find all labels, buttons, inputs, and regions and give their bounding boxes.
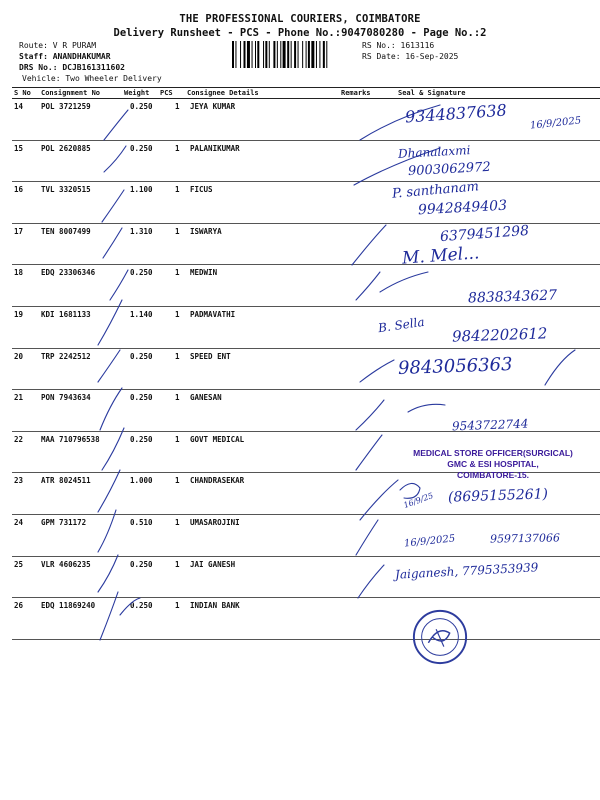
col-remarks-header: Remarks [341, 89, 371, 97]
hw-phone-19: 9842202612 [451, 324, 548, 346]
hw-name-16: P. santhanam [391, 179, 480, 202]
barcode [232, 41, 356, 68]
row-divider [12, 639, 600, 640]
hw-phone-22: 9543722744 [451, 416, 529, 434]
row-consignee: PADMAVATHI [190, 310, 236, 319]
pen-tick-22 [102, 428, 124, 470]
row-sno: 26 [14, 601, 24, 611]
row-consignment-no: GPM 731172 [41, 518, 87, 527]
hw-name-19: B. Sella [377, 314, 426, 336]
row-weight: 0.250 [130, 559, 153, 569]
row-divider [12, 140, 600, 141]
pen-tick-14 [104, 110, 128, 140]
hw-date-14: 16/9/2025 [529, 115, 582, 132]
sig-stroke-21 [356, 400, 384, 430]
row-divider [12, 348, 600, 349]
row-consignment-no: EDQ 23306346 [41, 268, 96, 278]
row-pcs: 1 [175, 351, 180, 361]
row-sno: 18 [14, 268, 24, 278]
row-weight: 1.100 [130, 185, 153, 195]
pen-tick-21 [100, 388, 122, 430]
row-weight: 0.250 [130, 268, 153, 278]
stamp-line-1: MEDICAL STORE OFFICER(SURGICAL) [413, 448, 573, 458]
row-consignment-no: ATR 8024511 [41, 476, 91, 486]
row-sno: 16 [14, 185, 24, 195]
pen-tick-20 [98, 350, 120, 382]
sig-stroke-24 [356, 520, 378, 555]
sig-stroke-20 [360, 360, 394, 382]
row-sno: 20 [14, 351, 24, 361]
row-consignee: ISWARYA [190, 226, 222, 236]
pen-tick-15 [104, 146, 126, 172]
stamp-line-3: COIMBATORE-15. [457, 470, 529, 480]
row-weight: 1.140 [130, 310, 153, 319]
row-consignment-no: EDQ 11869240 [41, 601, 96, 611]
row-consignment-no: TRP 2242512 [41, 351, 91, 361]
hw-phone-14: 9344837638 [404, 100, 508, 127]
row-weight: 1.000 [130, 476, 153, 486]
hw-phone-15: 9003062972 [407, 159, 492, 180]
pen-tick-23 [98, 470, 120, 512]
col-sno-header: S No [14, 89, 31, 97]
row-consignee: FICUS [190, 185, 213, 195]
row-pcs: 1 [175, 185, 180, 195]
pen-tick-18 [110, 270, 128, 300]
row-pcs: 1 [175, 268, 180, 278]
row-weight: 0.250 [130, 102, 153, 111]
table-top-border [12, 87, 600, 88]
row-weight: 0.250 [130, 351, 153, 361]
pen-tick-17 [103, 228, 122, 258]
runsheet-subtitle: Delivery Runsheet - PCS - Phone No.:9047080280 - Page No.:2 [113, 27, 487, 39]
row-sno: 21 [14, 393, 24, 403]
hw-text-25: Jaiganesh, 7795353939 [394, 560, 539, 582]
row-weight: 1.310 [130, 226, 153, 236]
hospital-stamp [398, 448, 588, 481]
stamp-line-2: GMC & ESI HOSPITAL, [447, 459, 539, 469]
company-title: THE PROFESSIONAL COURIERS, COIMBATORE [179, 13, 421, 25]
row-divider [12, 514, 600, 515]
sig-mark-22 [408, 404, 445, 412]
hw-phone-18: 8838343627 [467, 287, 558, 307]
row-pcs: 1 [175, 393, 180, 403]
row-weight: 0.250 [130, 434, 153, 444]
rs-date: RS Date: 16-Sep-2025 [362, 52, 459, 61]
row-weight: 0.510 [130, 518, 153, 527]
row-consignment-no: POL 3721259 [41, 102, 91, 111]
row-sno: 24 [14, 518, 24, 527]
row-weight: 0.250 [130, 143, 153, 153]
staff-line [19, 51, 111, 62]
row-consignee: CHANDRASEKAR [190, 476, 245, 486]
row-pcs: 1 [175, 226, 180, 236]
row-pcs: 1 [175, 601, 180, 611]
row-consignee: GANESAN [190, 393, 222, 403]
row-consignee: MEDWIN [190, 268, 218, 278]
hw-phone-17: 6379451298 [439, 222, 530, 246]
pen-tick-26 [100, 592, 118, 640]
header-bottom-border [12, 98, 600, 99]
row-divider [12, 264, 600, 265]
route-text: Route: V R PURAM [19, 41, 97, 50]
hw-name-15: Dhanalaxmi [397, 143, 471, 161]
row-sno: 23 [14, 476, 24, 486]
staff-value: ANANDHAKUMAR [52, 52, 111, 61]
row-sno: 19 [14, 310, 24, 319]
drs-line [19, 62, 125, 73]
hw-phone-24: 9597137066 [489, 531, 561, 546]
hw-date-23: 16/9/25 [402, 490, 435, 511]
row-pcs: 1 [175, 102, 180, 111]
col-signature-header: Seal & Signature [398, 89, 466, 97]
row-consignment-no: MAA 710796538 [41, 434, 100, 444]
sig-mark-18 [380, 272, 428, 292]
row-divider [12, 181, 600, 182]
row-consignee: INDIAN BANK [190, 601, 240, 611]
row-consignment-no: VLR 4606235 [41, 559, 91, 569]
row-consignment-no: TEN 8007499 [41, 226, 91, 236]
row-consignee: UMASAROJINI [190, 518, 240, 527]
row-sno: 17 [14, 226, 24, 236]
row-weight: 0.250 [130, 393, 153, 403]
row-consignee: GOVT MEDICAL [190, 434, 245, 444]
pen-tick-16 [102, 190, 124, 222]
sig-stroke-18 [356, 272, 380, 300]
row-consignee: JAI GANESH [190, 559, 236, 569]
row-consignment-no: PON 7943634 [41, 393, 91, 403]
row-consignment-no: TVL 3320515 [41, 185, 91, 195]
pen-tick-25 [98, 555, 118, 592]
col-pcs-header: PCS [160, 89, 173, 97]
hw-name-17: M. Mel... [401, 243, 480, 269]
hw-phone-16: 9942849403 [417, 197, 508, 219]
hw-phone-23: (8695155261) [447, 486, 549, 506]
row-sno: 14 [14, 102, 24, 111]
row-consignee: SPEED ENT [190, 351, 231, 361]
sig-stroke-17 [352, 225, 386, 265]
row-weight: 0.250 [130, 601, 153, 611]
row-pcs: 1 [175, 434, 180, 444]
row-divider [12, 306, 600, 307]
row-consignment-no: POL 2620885 [41, 143, 91, 153]
hw-phone-20: 9843056363 [397, 354, 513, 379]
row-divider [12, 556, 600, 557]
row-sno: 22 [14, 434, 24, 444]
pen-tick-24 [98, 510, 116, 552]
row-pcs: 1 [175, 518, 180, 527]
row-pcs: 1 [175, 559, 180, 569]
sig-stroke-22 [356, 435, 382, 470]
col-consignment-header: Consignment No [41, 89, 101, 97]
row-divider [12, 389, 600, 390]
col-weight-header: Weight [124, 89, 150, 97]
row-consignee: PALANIKUMAR [190, 143, 240, 153]
round-seal-icon [411, 608, 469, 666]
drs-value: DCJB161311602 [62, 63, 125, 72]
row-sno: 15 [14, 143, 24, 153]
row-sno: 25 [14, 559, 24, 569]
row-pcs: 1 [175, 310, 180, 319]
row-pcs: 1 [175, 476, 180, 486]
sig-flourish-20 [545, 350, 575, 385]
drs-label: DRS No.: [19, 63, 58, 72]
row-consignment-no: KDI 1681133 [41, 310, 91, 319]
staff-label: Staff: [19, 52, 48, 61]
hw-date-24: 16/9/2025 [403, 533, 456, 550]
rs-number: RS No.: 1613116 [362, 41, 435, 50]
row-consignee: JEYA KUMAR [190, 102, 236, 111]
col-consignee-header: Consignee Details [187, 89, 259, 97]
sig-stroke-25 [358, 565, 384, 598]
vehicle-text: Vehicle: Two Wheeler Delivery [22, 74, 162, 83]
row-pcs: 1 [175, 143, 180, 153]
row-divider [12, 597, 600, 598]
